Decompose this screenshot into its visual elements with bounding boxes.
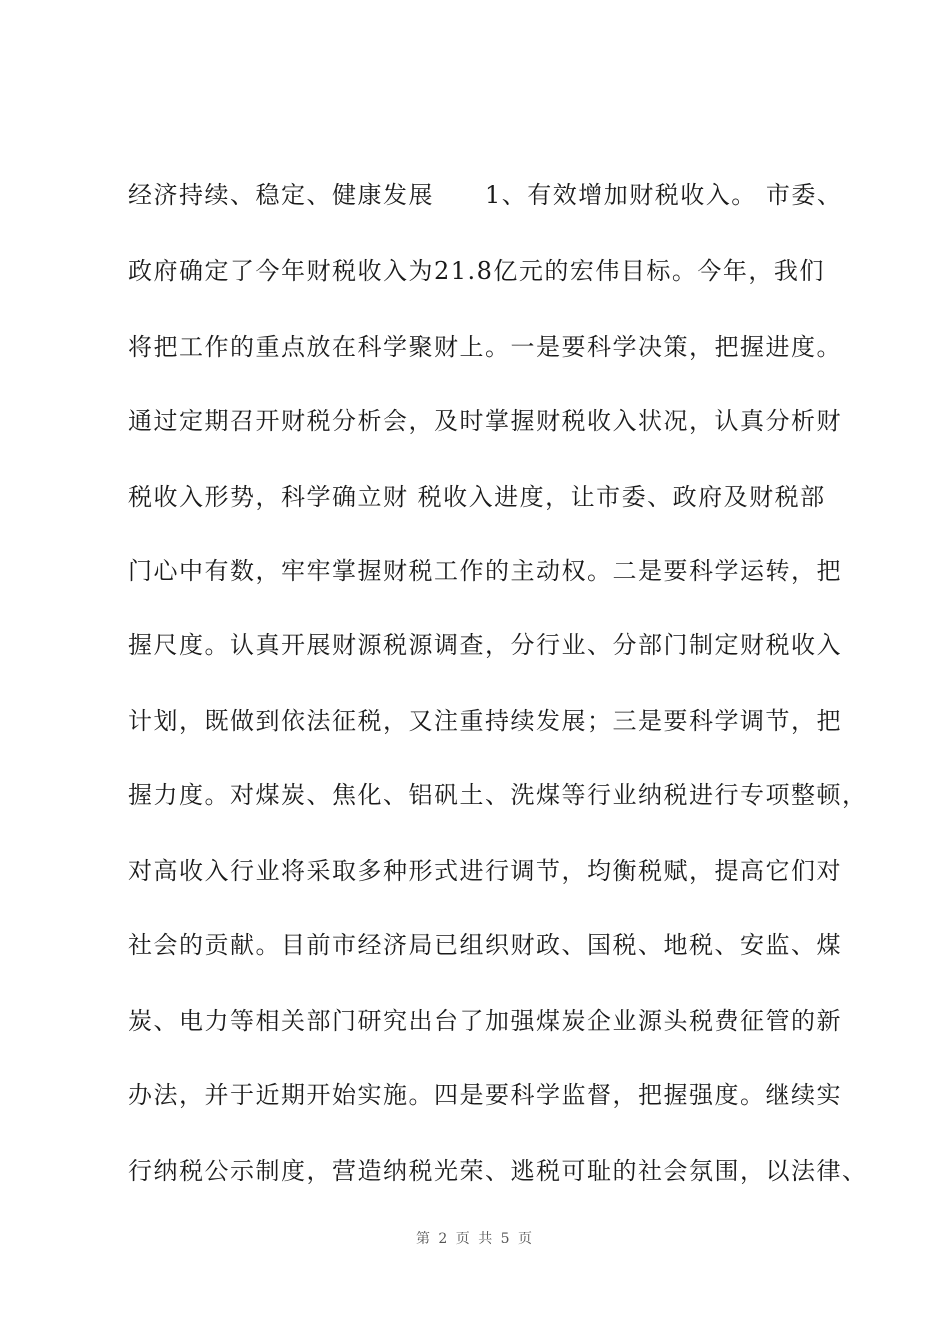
body-text-line: 办法，并于近期开始实施。四是要科学监督，把握强度。继续实 [128,1081,842,1109]
body-text-line: 计划，既做到依法征税，又注重持续发展；三是要科学调节，把 [128,707,842,735]
body-text-line: 对高收入行业将采取多种形式进行调节，均衡税赋，提高它们对 [128,857,842,885]
body-text-line: 门心中有数，牢牢掌握财税工作的主动权。二是要科学运转，把 [128,557,842,585]
body-text-line: 握力度。对煤炭、焦化、铝矾土、洗煤等行业纳税进行专项整顿， [128,781,868,809]
body-text-line: 经济持续、稳定、健康发展 1、有效增加财税收入。 市委、 [128,181,843,209]
body-text-line: 握尺度。认真开展财源税源调查，分行业、分部门制定财税收入 [128,631,842,659]
page-number-footer: 第 2 页 共 5 页 [415,1231,535,1247]
body-text-line: 通过定期召开财税分析会，及时掌握财税收入状况，认真分析财 [128,407,842,435]
body-text-line: 税收入形势，科学确立财 税收入进度，让市委、政府及财税部 [128,483,826,511]
body-text-line: 行纳税公示制度，营造纳税光荣、逃税可耻的社会氛围，以法律、 [128,1157,868,1185]
body-text-line: 炭、电力等相关部门研究出台了加强煤炭企业源头税费征管的新 [128,1007,842,1035]
body-text-line: 政府确定了今年财税收入为21.8亿元的宏伟目标。今年，我们 [128,257,825,285]
body-text-line: 社会的贡献。目前市经济局已组织财政、国税、地税、安监、煤 [128,931,842,959]
body-text-line: 将把工作的重点放在科学聚财上。一是要科学决策，把握进度。 [128,333,842,361]
